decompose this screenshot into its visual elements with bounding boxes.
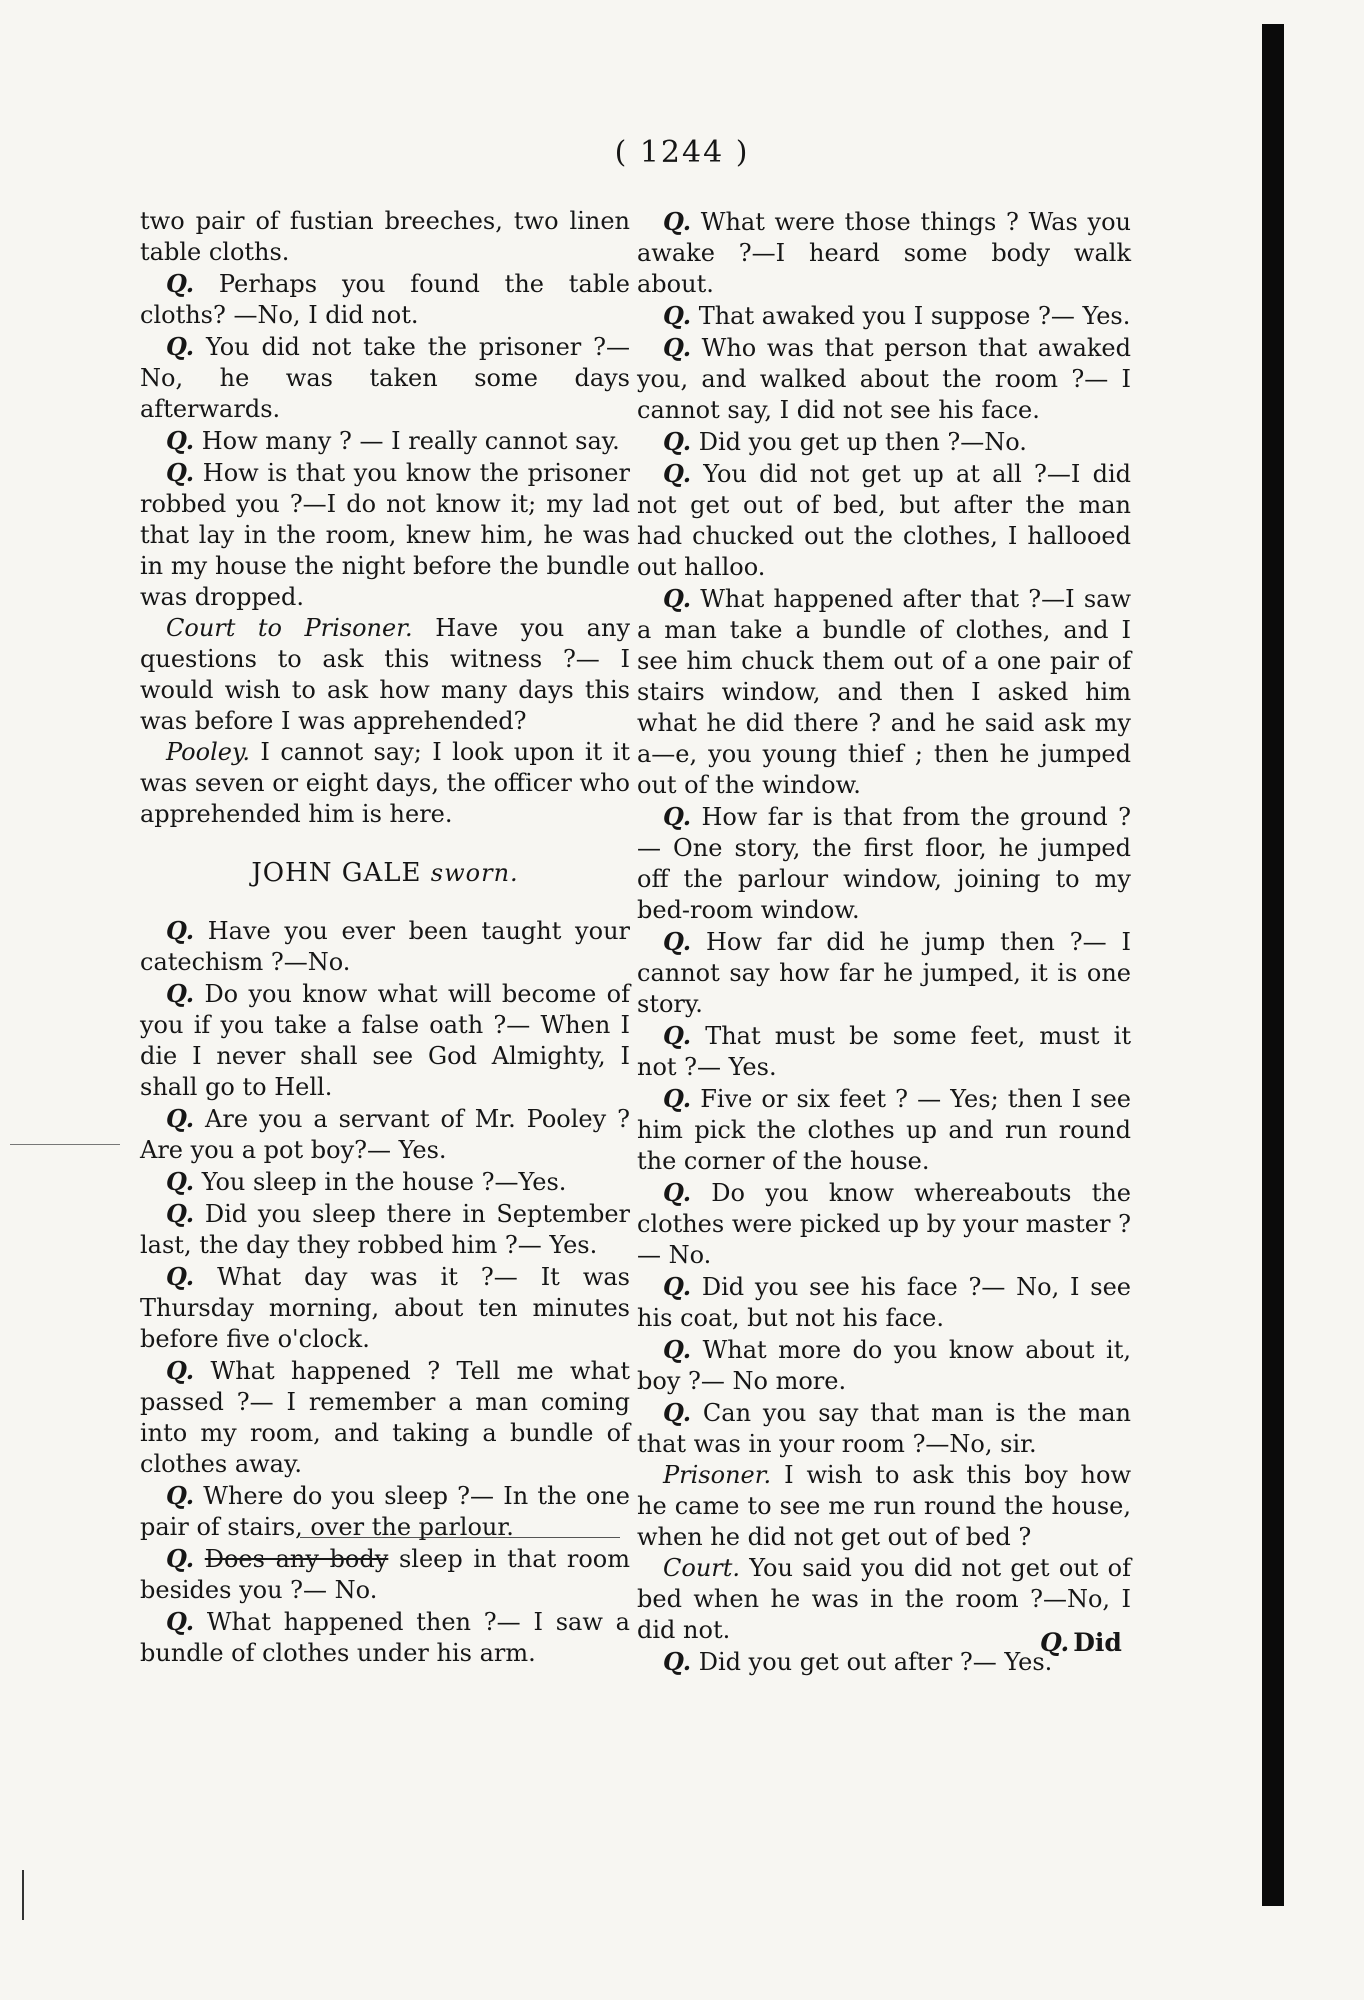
witness-name: JOHN GALE <box>251 858 422 888</box>
paragraph-text: What happened then ?— I saw a bundle of clothes under his arm. <box>140 1608 630 1667</box>
question-marker: Q. <box>166 1167 195 1196</box>
testimony-paragraph <box>637 1271 1131 1334</box>
testimony-paragraph <box>140 425 630 457</box>
scan-edge-bar <box>1262 24 1284 1906</box>
question-marker: Q. <box>166 269 195 298</box>
testimony-paragraph <box>637 801 1131 926</box>
paragraph-text: I wish to ask this boy how he came to see me run round the house, when he did not get out of bed ? <box>637 1461 1131 1551</box>
question-marker: Q. <box>663 802 692 831</box>
question-marker: Q. <box>663 1335 692 1364</box>
paragraph-text: Can you say that man is the man that was in your room ?—No, sir. <box>637 1399 1131 1458</box>
scan-edge-mark <box>22 1870 24 1920</box>
testimony-paragraph <box>637 1020 1131 1083</box>
question-marker: Q. <box>663 333 692 362</box>
question-marker: Q. <box>166 979 195 1008</box>
testimony-paragraph <box>140 737 630 830</box>
question-marker: Q. <box>663 427 692 456</box>
paragraph-text: You sleep in the house ?—Yes. <box>201 1168 567 1196</box>
paragraph-text: How far is that from the ground ? — One story, the first floor, he jumped off the parlour window, joining to my bed-room window. <box>637 803 1131 924</box>
question-marker: Q. <box>663 1084 692 1113</box>
paragraph-text: Perhaps you found the table cloths? —No, I did not. <box>140 270 631 329</box>
testimony-paragraph <box>140 1480 630 1543</box>
testimony-paragraph <box>637 926 1131 1020</box>
paragraph-text: You did not take the prisoner ?— No, he was taken some days afterwards. <box>140 333 630 423</box>
testimony-paragraph <box>637 1177 1131 1271</box>
question-marker: Q. <box>166 1356 195 1385</box>
speaker-label: Court. <box>663 1554 741 1582</box>
testimony-paragraph <box>637 1397 1131 1460</box>
question-marker: Q. <box>166 1481 195 1510</box>
paragraph-text: Who was that person that awaked you, and walked about the room ?— I cannot say, I did not see his face. <box>637 334 1131 424</box>
page-number: ( 1244 ) <box>614 135 750 170</box>
paragraph-text: What happened after that ?—I saw a man take a bundle of clothes, and I see him chuck them out of a one pair of stairs window, and then I asked him what he did there ? and he said ask my a—e, you young thief ; then he jumped out of the window. <box>637 585 1131 799</box>
paragraph-text: Do you know whereabouts the clothes were picked up by your master ?— No. <box>637 1179 1131 1269</box>
question-marker: Q. <box>663 927 692 956</box>
paragraph-text: two pair of fustian breeches, two linen table cloths. <box>140 207 630 266</box>
paragraph-text: sleep in that room besides you ?— No. <box>140 1545 630 1604</box>
sworn-label: sworn. <box>430 859 519 887</box>
testimony-paragraph <box>637 1083 1131 1177</box>
question-marker: Q. <box>663 1021 692 1050</box>
question-marker: Q. <box>166 426 195 455</box>
paragraph-text: What were those things ? Was you awake ?—I heard some body walk about. <box>637 208 1131 298</box>
question-marker: Q. <box>166 458 195 487</box>
paragraph-text: You did not get up at all ?—I did not get out of bed, but after the man had chucked out the clothes, I hallooed out halloo. <box>637 460 1131 581</box>
question-marker: Q. <box>663 301 692 330</box>
question-marker: Q. <box>166 1544 195 1573</box>
paragraph-text: Have you any questions to ask this witness ?— I would wish to ask how many days this was before I was apprehended? <box>140 614 630 735</box>
testimony-paragraph <box>140 1606 630 1669</box>
testimony-paragraph <box>637 206 1131 300</box>
question-marker: Q. <box>663 1398 692 1427</box>
paragraph-text: Did you get up then ?—No. <box>698 428 1027 456</box>
paragraph-text: Did you see his face ?— No, I see his coat, but not his face. <box>637 1273 1131 1332</box>
testimony-paragraph <box>140 457 630 613</box>
paragraph-text: What happened ? Tell me what passed ?— I remember a man coming into my room, and taking a bundle of clothes away. <box>140 1357 631 1478</box>
scan-edge-mark <box>10 1144 120 1145</box>
question-marker: Q. <box>663 1272 692 1301</box>
question-marker: Q. <box>166 332 195 361</box>
paragraph-text: Did you sleep there in September last, the day they robbed him ?— Yes. <box>140 1200 630 1259</box>
paragraph-text: Are you a servant of Mr. Pooley ? Are you a pot boy?— Yes. <box>140 1105 630 1164</box>
testimony-paragraph <box>637 583 1131 801</box>
testimony-paragraph <box>140 268 630 331</box>
testimony-paragraph <box>140 1543 630 1606</box>
testimony-paragraph <box>140 1103 630 1166</box>
witness-heading <box>140 858 630 889</box>
testimony-paragraph <box>637 458 1131 583</box>
paragraph-text: That awaked you I suppose ?— Yes. <box>698 302 1131 330</box>
testimony-paragraph <box>637 332 1131 426</box>
paragraph-text: That must be some feet, must it not ?— Yes. <box>637 1022 1131 1081</box>
struck-text: Does any body <box>204 1545 389 1573</box>
paragraph-text: How far did he jump then ?— I cannot say how far he jumped, it is one story. <box>637 928 1131 1018</box>
paragraph-text: How many ? — I really cannot say. <box>201 427 620 455</box>
paragraph-text: Do you know what will become of you if you take a false oath ?— When I die I never shall see God Almighty, I shall go to Hell. <box>140 980 630 1101</box>
catchword-text: Did <box>1073 1628 1122 1657</box>
paragraph-text: What more do you know about it, boy ?— No more. <box>637 1336 1131 1395</box>
testimony-paragraph <box>140 1166 630 1198</box>
question-marker: Q. <box>663 207 692 236</box>
testimony-paragraph <box>140 978 630 1103</box>
question-marker: Q. <box>166 916 195 945</box>
question-marker: Q. <box>166 1199 195 1228</box>
testimony-paragraph <box>637 1460 1131 1553</box>
paragraph-text: What day was it ?— It was Thursday morning, about ten minutes before five o'clock. <box>140 1263 630 1353</box>
testimony-paragraph <box>140 915 630 978</box>
paragraph-text: Have you ever been taught your catechism ?—No. <box>140 917 630 976</box>
question-marker: Q. <box>166 1262 195 1291</box>
testimony-paragraph <box>637 300 1131 332</box>
paragraph-text: How is that you know the prisoner robbed you ?—I do not know it; my lad that lay in the room, knew him, he was in my house the night before the bundle was dropped. <box>140 459 630 611</box>
question-marker: Q. <box>663 459 692 488</box>
speaker-label: Prisoner. <box>663 1461 772 1489</box>
testimony-paragraph <box>637 426 1131 458</box>
catchword <box>1040 1628 1122 1657</box>
testimony-paragraph <box>140 613 630 737</box>
left-column <box>140 206 630 1669</box>
question-marker: Q. <box>663 1178 692 1207</box>
paragraph-text: Where do you sleep ?— In the one pair of stairs, over the parlour. <box>140 1482 630 1541</box>
paragraph-text: Five or six feet ? — Yes; then I see him pick the clothes up and run round the corner of the house. <box>637 1085 1131 1175</box>
testimony-paragraph <box>140 206 630 268</box>
testimony-paragraph <box>140 1355 630 1480</box>
testimony-paragraph <box>637 1334 1131 1397</box>
catchword-q: Q. <box>1040 1628 1070 1657</box>
speaker-label: Court to Prisoner. <box>166 614 413 642</box>
testimony-paragraph <box>140 1261 630 1355</box>
question-marker: Q. <box>166 1104 195 1133</box>
right-column <box>637 206 1131 1678</box>
question-marker: Q. <box>663 584 692 613</box>
testimony-paragraph <box>140 331 630 425</box>
speaker-label: Pooley. <box>166 738 250 766</box>
paragraph-text: Did you get out after ?— Yes. <box>698 1648 1053 1676</box>
question-marker: Q. <box>663 1647 692 1676</box>
paragraph-text: I cannot say; I look upon it it was seven or eight days, the officer who apprehended him is here. <box>140 738 630 828</box>
testimony-paragraph <box>140 1198 630 1261</box>
paragraph-text: You said you did not get out of bed when he was in the room ?—No, I did not. <box>637 1554 1131 1644</box>
question-marker: Q. <box>166 1607 195 1636</box>
